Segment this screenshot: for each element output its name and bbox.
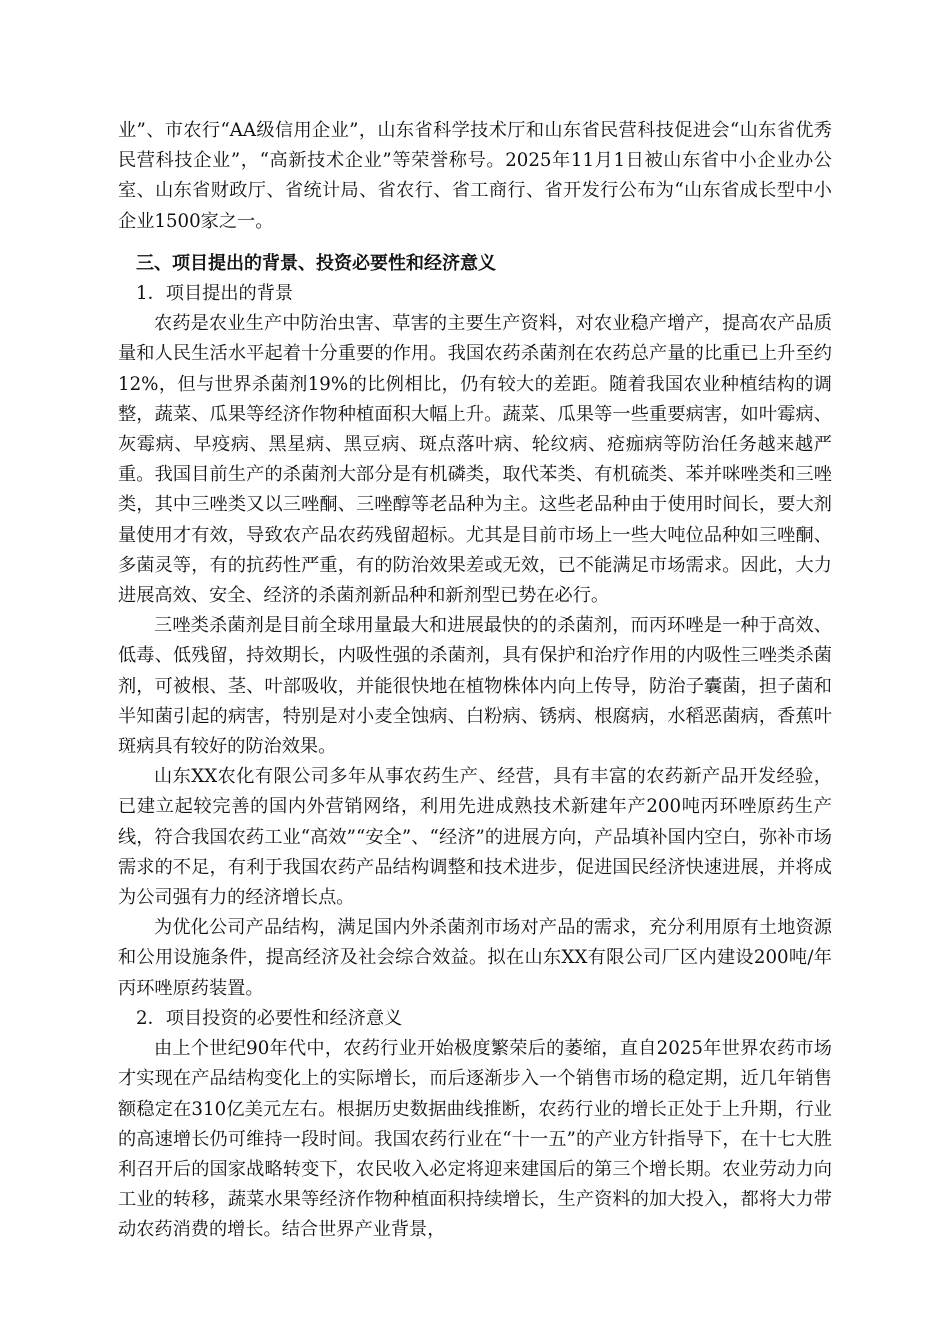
paragraph-pesticide-importance: 农药是农业生产中防治虫害、草害的主要生产资料，对农业稳产增产，提高农产品质量和人民生活水平起着十分重要的作用。我国农药杀菌剂在农药总产量的比重已上升至约12%，但与世界杀菌剂19%的比例相比，仍有较大的差距。随着我国农业种植结构的调整，蔬菜、瓜果等经济作物种植面积大幅上升。蔬菜、瓜果等一些重要病害，如叶霉病、灰霉病、早疫病、黑星病、黑豆病、斑点落叶病、轮纹病、疮痂病等防治任务越来越严重。我国目前生产的杀菌剂大部分是有机磷类，取代苯类、有机硫类、苯并咪唑类和三唑类，其中三唑类又以三唑酮、三唑醇等老品种为主。这些老品种由于使用时间长，要大剂量使用才有效，导致农产品农药残留超标。尤其是目前市场上一些大吨位品种如三唑酮、多菌灵等，有的抗药性严重，有的防治效果差或无效，已不能满足市场需求。因此，大力进展高效、安全、经济的杀菌剂新品种和新剂型已势在必行。 <box>118 313 832 607</box>
paragraph-company-experience: 山东XX农化有限公司多年从事农药生产、经营，具有丰富的农药新产品开发经验，已建立起较完善的国内外营销网络，利用先进成熟技术新建年产200吨丙环唑原药生产线，符合我国农药工业“高效”“安全”、“经济”的进展方向，产品填补国内空白，弥补市场需求的不足，有利于我国农药产品结构调整和技术进步，促进国民经济快速进展，并将成为公司强有力的经济增长点。 <box>118 766 832 909</box>
intro-continuation-paragraph: 业”、市农行“AA级信用企业”，山东省科学技术厅和山东省民营科技促进会“山东省优秀民营科技企业”，“高新技术企业”等荣誉称号。2025年11月1日被山东省中小企业办公室、山东省财政厅、省统计局、省农行、省工商行、省开发行公布为“山东省成长型中小企业1500家之一。 <box>118 120 832 232</box>
paragraph-triazole-fungicide: 三唑类杀菌剂是目前全球用量最大和进展最快的的杀菌剂，而丙环唑是一种于高效、低毒、低残留，持效期长，内吸性强的杀菌剂，具有保护和治疗作用的内吸性三唑类杀菌剂，可被根、茎、叶部吸收，并能很快地在植物株体内向上传导，防治子囊菌，担子菌和半知菌引起的病害，特别是对小麦全蚀病、白粉病、锈病、根腐病，水稻恶菌病，香蕉叶斑病具有较好的防治效果。 <box>118 615 832 758</box>
paragraph-industry-trend: 由上个世纪90年代中，农药行业开始极度繁荣后的萎缩，直自2025年世界农药市场才实现在产品结构变化上的实际增长，而后逐渐步入一个销售市场的稳定期，近几年销售额稳定在310亿美元左右。根据历史数据曲线推断，农药行业的增长正处于上升期，行业的高速增长仍可维持一段时间。我国农药行业在“十一五”的产业方针指导下，在十七大胜利召开后的国家战略转变下，农民收入必定将迎来建国后的第三个增长期。农业劳动力向工业的转移，蔬菜水果等经济作物种植面积持续增长，生产资料的加大投入，都将大力带动农药消费的增长。结合世界产业背景， <box>118 1038 832 1241</box>
document-body <box>118 116 832 1246</box>
paragraph-project-plan: 为优化公司产品结构，满足国内外杀菌剂市场对产品的需求，充分利用原有土地资源和公用设施条件，提高经济及社会综合效益。拟在山东XX有限公司厂区内建设200吨/年丙环唑原药装置。 <box>118 917 832 999</box>
section-heading: 三、项目提出的背景、投资必要性和经济意义 <box>136 252 496 274</box>
subsection-heading-necessity: 2．项目投资的必要性和经济意义 <box>136 1007 403 1029</box>
subsection-heading-background: 1．项目提出的背景 <box>136 283 294 305</box>
